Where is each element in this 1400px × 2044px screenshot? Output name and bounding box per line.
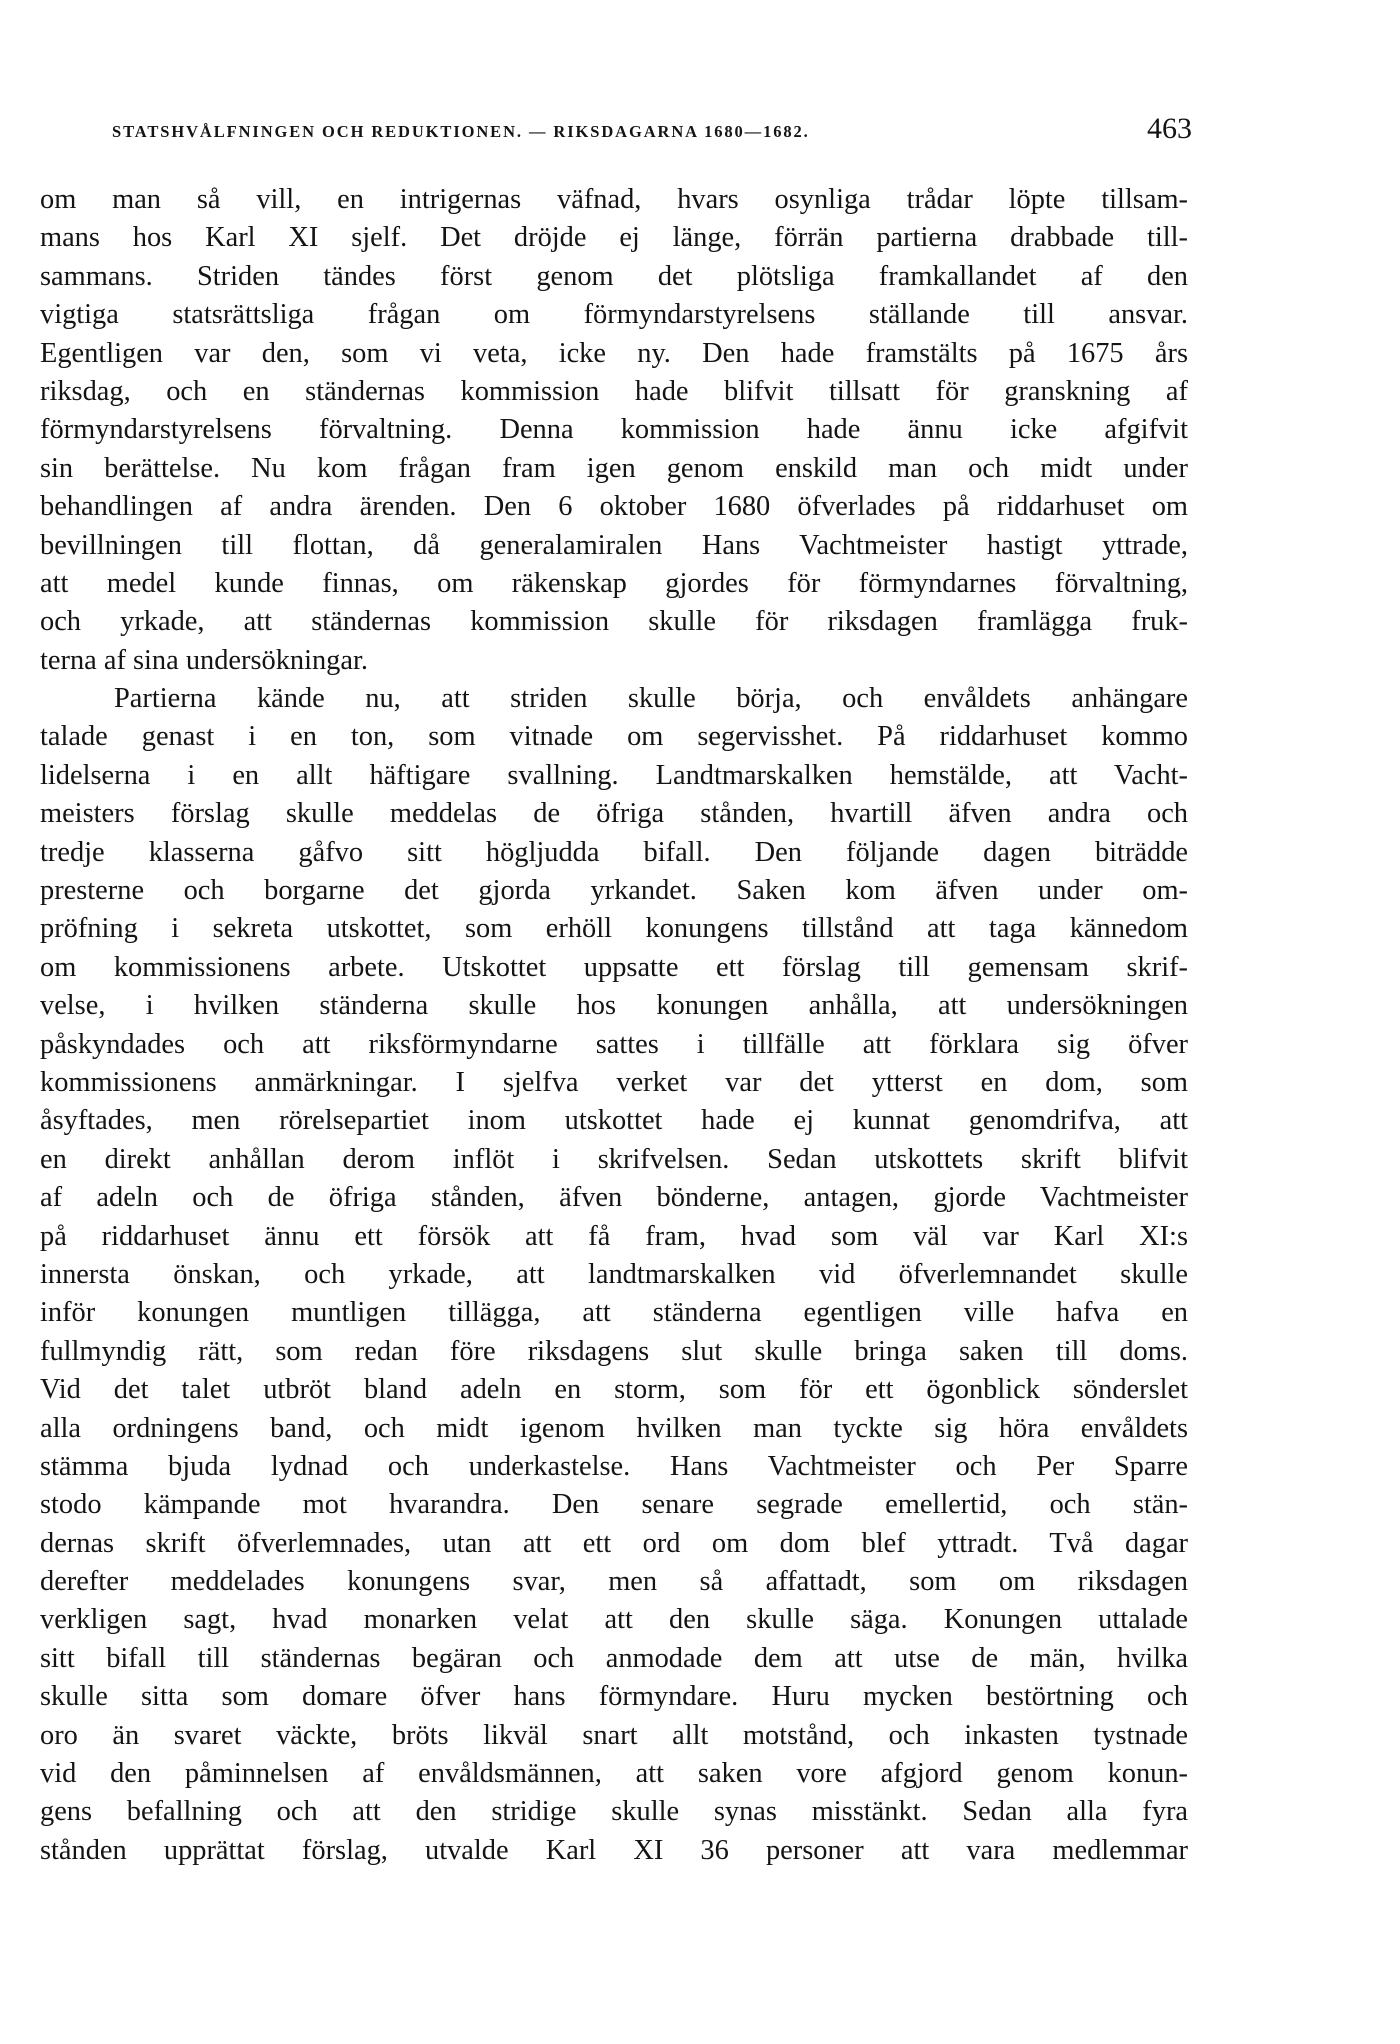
text-line: af adeln och de öfriga stånden, äfven bönderne, antagen, gjorde Vachtmeister [40,1182,1188,1214]
text-line: presterne och borgarne det gjorda yrkandet. Saken kom äfven under om- [40,875,1188,907]
text-line: Partierna kände nu, att striden skulle börja, och envåldets anhängare [114,683,1188,715]
text-line: stodo kämpande mot hvarandra. Den senare segrade emellertid, och stän- [40,1489,1188,1521]
text-line: skulle sitta som domare öfver hans förmyndare. Huru mycken bestörtning och [40,1681,1188,1713]
text-line: oro än svaret väckte, bröts likväl snart allt motstånd, och inkasten tystnade [40,1719,1188,1751]
text-line: påskyndades och att riksförmyndarne sattes i tillfälle att förklara sig öfver [40,1028,1188,1060]
text-line: åsyftades, men rörelsepartiet inom utskottet hade ej kunnat genomdrifva, att [40,1105,1188,1137]
text-line: innersta önskan, och yrkade, att landtmarskalken vid öfverlemnandet skulle [40,1258,1188,1290]
text-line: vid den påminnelsen af envåldsmännen, att saken vore afgjord genom konun- [40,1758,1188,1790]
text-line: terna af sina undersökningar. [40,644,368,676]
text-line: och yrkade, att ständernas kommission skulle för riksdagen framlägga fruk- [40,606,1188,638]
running-header-title: STATSHVÅLFNINGEN OCH REDUKTIONEN. — RIKSDAGARNA 1680—1682. [112,122,810,141]
text-line: bevillningen till flottan, då generalamiralen Hans Vachtmeister hastigt yttrade, [40,529,1188,561]
text-line: mans hos Karl XI sjelf. Det dröjde ej länge, förrän partierna drabbade till- [40,222,1188,254]
text-line: Vid det talet utbröt bland adeln en storm, som för ett ögonblick sönderslet [40,1374,1188,1406]
text-line: verkligen sagt, hvad monarken velat att den skulle säga. Konungen uttalade [40,1604,1188,1636]
text-line: dernas skrift öfverlemnades, utan att ett ord om dom blef yttradt. Två dagar [40,1527,1188,1559]
text-line: en direkt anhållan derom inflöt i skrifvelsen. Sedan utskottets skrift blifvit [40,1143,1188,1175]
text-line: pröfning i sekreta utskottet, som erhöll konungens tillstånd att taga kännedom [40,913,1188,945]
text-line: riksdag, och en ständernas kommission hade blifvit tillsatt för granskning af [40,375,1188,407]
text-line: lidelserna i en allt häftigare svallning. Landtmarskalken hemstälde, att Vacht- [40,759,1188,791]
text-line: förmyndarstyrelsens förvaltning. Denna kommission hade ännu icke afgifvit [40,414,1188,446]
body-text [40,181,1188,1870]
text-line: stånden upprättat förslag, utvalde Karl XI 36 personer att vara medlemmar [40,1834,1188,1866]
text-line: derefter meddelades konungens svar, men så affattadt, som om riksdagen [40,1566,1188,1598]
text-line: gens befallning och att den stridige skulle synas misstänkt. Sedan alla fyra [40,1796,1188,1828]
text-line: Egentligen var den, som vi veta, icke ny. Den hade framstälts på 1675 års [40,337,1188,369]
text-line: om man så vill, en intrigernas väfnad, hvars osynliga trådar löpte tillsam- [40,184,1188,215]
paragraph-1 [40,181,1188,680]
text-line: meisters förslag skulle meddelas de öfriga stånden, hvartill äfven andra och [40,798,1188,830]
text-line: talade genast i en ton, som vitnade om segervisshet. På riddarhuset kommo [40,721,1188,753]
text-line: att medel kunde finnas, om räkenskap gjordes för förmyndarnes förvaltning, [40,567,1188,599]
text-line: stämma bjuda lydnad och underkastelse. Hans Vachtmeister och Per Sparre [40,1450,1188,1482]
text-line: vigtiga statsrättsliga frågan om förmyndarstyrelsens ställande till ansvar. [40,299,1188,331]
text-line: om kommissionens arbete. Utskottet uppsatte ett förslag till gemensam skrif- [40,951,1188,983]
running-header [112,112,1192,156]
text-line: kommissionens anmärkningar. I sjelfva verket var det ytterst en dom, som [40,1066,1188,1098]
paragraph-2 [40,680,1188,1870]
text-line: alla ordningens band, och midt igenom hvilken man tyckte sig höra envåldets [40,1412,1188,1444]
text-line: sammans. Striden tändes först genom det plötsliga framkallandet af den [40,260,1188,292]
text-line: inför konungen muntligen tillägga, att ständerna egentligen ville hafva en [40,1297,1188,1329]
text-line: sin berättelse. Nu kom frågan fram igen genom enskild man och midt under [40,452,1188,484]
text-line: fullmyndig rätt, som redan före riksdagens slut skulle bringa saken till doms. [40,1335,1188,1367]
text-line: på riddarhuset ännu ett försök att få fram, hvad som väl var Karl XI:s [40,1220,1188,1252]
text-line: tredje klasserna gåfvo sitt högljudda bifall. Den följande dagen biträdde [40,836,1188,868]
text-line: velse, i hvilken ständerna skulle hos konungen anhålla, att undersökningen [40,990,1188,1022]
page-number: 463 [1147,112,1192,145]
text-line: behandlingen af andra ärenden. Den 6 oktober 1680 öfverlades på riddarhuset om [40,491,1188,523]
text-line: sitt bifall till ständernas begäran och anmodade dem att utse de män, hvilka [40,1642,1188,1674]
